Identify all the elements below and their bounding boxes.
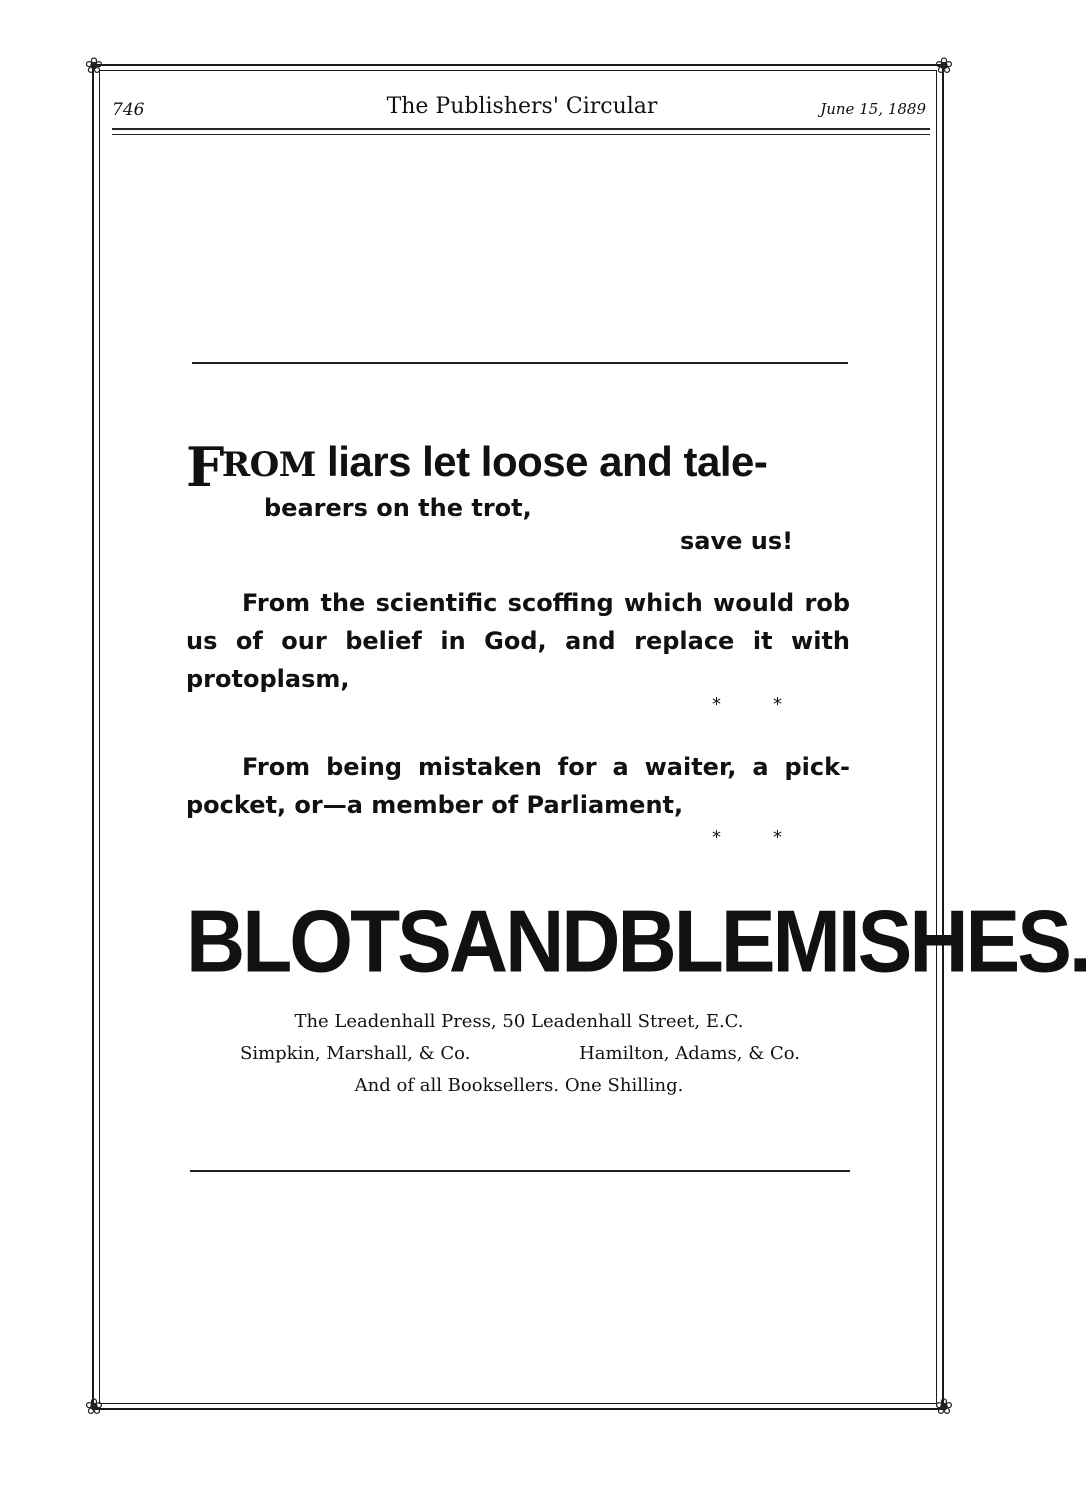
frame-left-inner: [99, 70, 100, 1404]
asterism-1: **: [712, 694, 834, 715]
frame-top-inner: [100, 70, 936, 71]
drop-cap: F: [186, 435, 224, 499]
lead-line-3: save us!: [680, 527, 794, 555]
title-word: AND: [448, 892, 618, 992]
imprint-publisher-right: Hamilton, Adams, & Co.: [579, 1043, 800, 1064]
imprint-publisher-left: Simpkin, Marshall, & Co.: [240, 1043, 471, 1064]
lead-caps: ROM: [221, 445, 316, 485]
title-word: BLEMISHES.: [617, 892, 1089, 992]
frame-top-outer: [92, 64, 944, 66]
imprint-line-1: The Leadenhall Press, 50 Leadenhall Street, E.C.: [294, 1011, 744, 1032]
paragraph-2: [186, 748, 850, 824]
lead-line: [186, 432, 866, 499]
paragraph-2-text: From being mistaken for a waiter, a pick-pocket, or—a member of Parliament,: [186, 753, 850, 819]
frame-bottom-inner: [100, 1403, 936, 1404]
corner-ornament-icon: ❀: [934, 1395, 954, 1420]
paragraph-1: [186, 584, 850, 698]
ad-top-rule: [192, 362, 848, 364]
frame-bottom-outer: [92, 1408, 944, 1410]
corner-ornament-icon: ❀: [934, 54, 954, 79]
frame-right-inner: [936, 70, 937, 1404]
paragraph-1-text: From the scientific scoffing which would rob us of our belief in God, and replace it with protoplasm,: [186, 589, 850, 693]
header-rule-double: [112, 134, 930, 135]
frame-right-outer: [942, 64, 944, 1410]
corner-ornament-icon: ❀: [84, 54, 104, 79]
running-header: [112, 92, 932, 124]
lead-line-2: bearers on the trot,: [264, 494, 532, 522]
asterism-2: **: [712, 827, 834, 848]
title-word: BLOTS: [186, 892, 449, 992]
lead-rest: liars let loose and tale-: [315, 438, 768, 485]
header-rule: [112, 128, 930, 130]
book-title: [186, 892, 1089, 992]
imprint-line-3: And of all Booksellers. One Shilling.: [354, 1075, 684, 1096]
page-number: 746: [112, 100, 145, 120]
imprint-line-2: [240, 1043, 800, 1064]
frame-left-outer: [92, 64, 94, 1410]
issue-date: June 15, 1889: [820, 100, 926, 118]
journal-title: The Publishers' Circular: [386, 94, 658, 119]
corner-ornament-icon: ❀: [84, 1395, 104, 1420]
ad-bottom-rule: [190, 1170, 850, 1172]
